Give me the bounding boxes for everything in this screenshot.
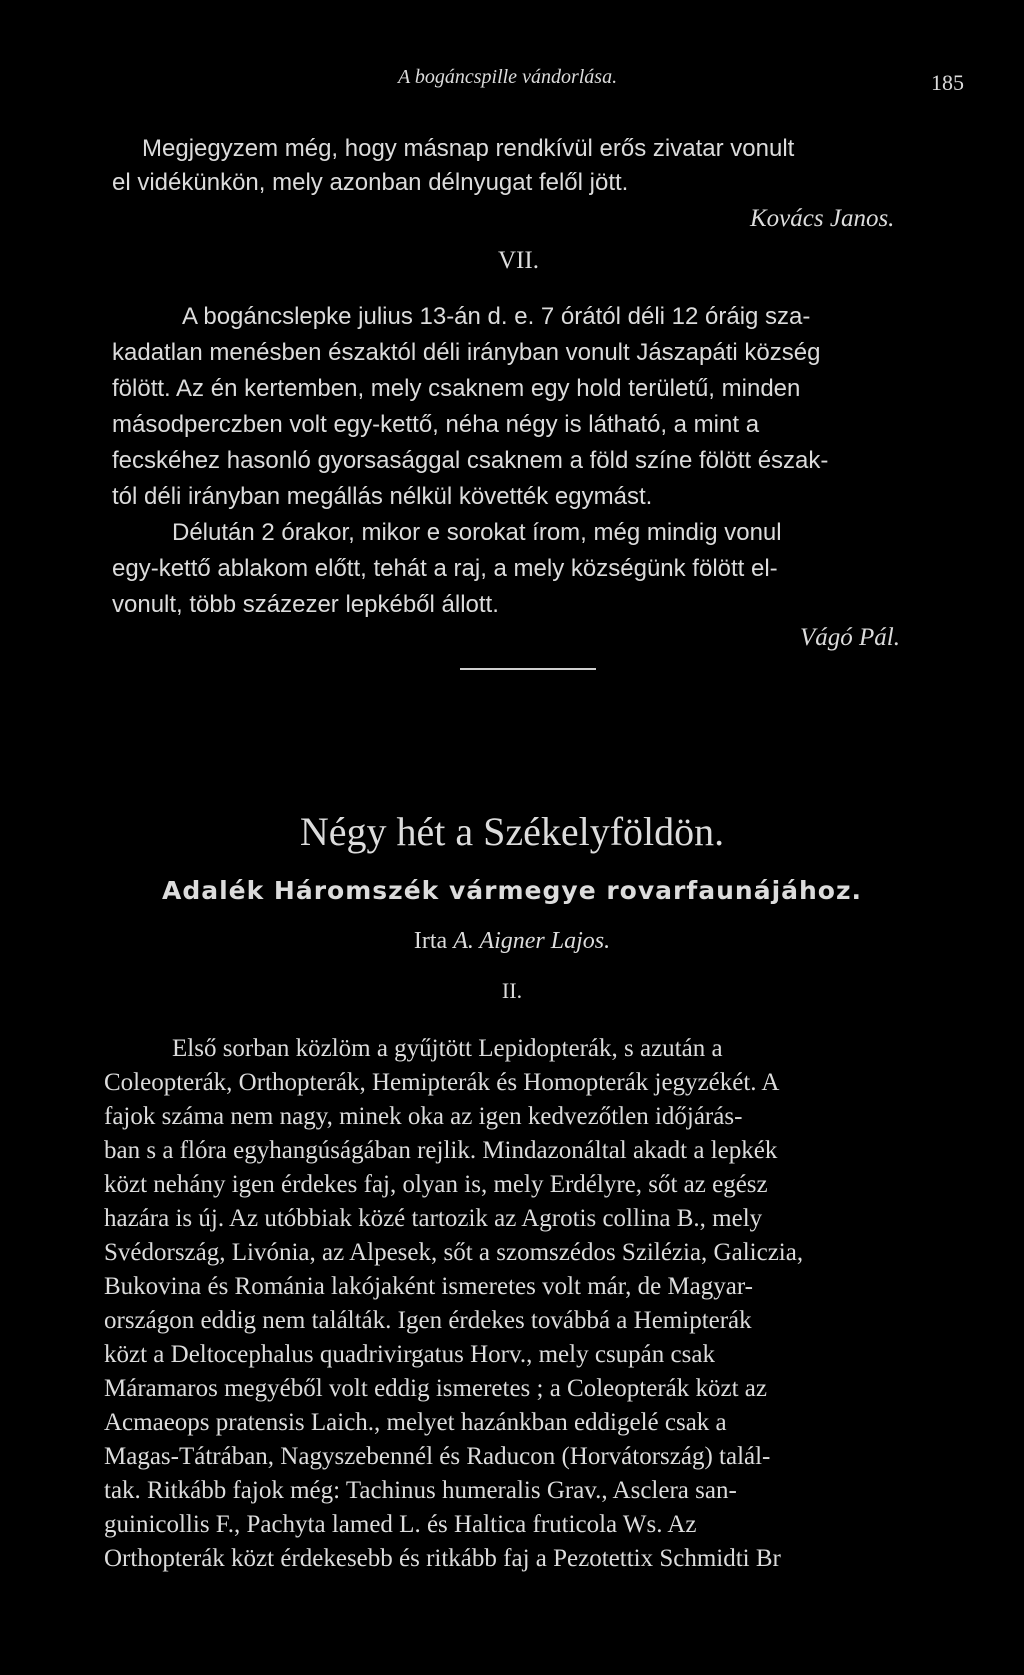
- text-line: közt a Deltocephalus quadrivirgatus Horv., mely csupán csak: [104, 1341, 715, 1368]
- text-line: Magas-Tátrában, Nagyszebennél és Raducon (Horvátország) talál-: [104, 1443, 771, 1470]
- text-line: országon eddig nem találták. Igen érdekes továbbá a Hemipterák: [104, 1307, 752, 1334]
- text-line: ban s a flóra egyhangúságában rejlik. Mindazonáltal akadt a lepkék: [104, 1137, 778, 1164]
- text-line: Bukovina és Románia lakójaként ismeretes volt már, de Magyar-: [104, 1273, 754, 1300]
- text-line: guinicollis F., Pachyta lamed L. és Haltica fruticola Ws. Az: [104, 1511, 697, 1538]
- text-line: tól déli irányban megállás nélkül követték egymást.: [112, 483, 653, 510]
- article-subtitle: Adalék Háromszék vármegye rovarfaunájához.: [161, 876, 863, 905]
- text-line: Coleopterák, Orthopterák, Hemipterák és Homopterák jegyzékét. A: [104, 1069, 780, 1096]
- text-line: Megjegyzem még, hogy másnap rendkívül erős zivatar vonult: [142, 135, 795, 162]
- paragraph-line: [142, 134, 962, 164]
- text-line: Első sorban közlöm a gyűjtött Lepidopterák, s azután a: [172, 1035, 723, 1062]
- byline-prefix: Irta: [413, 928, 448, 954]
- article-title: Négy hét a Székelyföldön.: [299, 809, 725, 854]
- text-line: Délután 2 órakor, mikor e sorokat írom, még mindig vonul: [172, 519, 782, 546]
- text-line: Orthopterák közt érdekesebb és ritkább faj a Pezotettix Schmidti Br: [104, 1545, 781, 1572]
- text-line: vonult, több százezer lepkéből állott.: [112, 591, 499, 618]
- text-line: kadatlan menésben északtól déli irányban vonult Jászapáti község: [112, 339, 821, 366]
- text-line: fölött. Az én kertemben, mely csaknem egy hold területű, minden: [112, 375, 801, 402]
- text-line: egy-kettő ablakom előtt, tehát a raj, a mely községünk fölött el-: [112, 555, 778, 582]
- text-line: másodperczben volt egy-kettő, néha négy is látható, a mint a: [112, 411, 760, 438]
- text-line: fecskéhez hasonló gyorsasággal csaknem a föld színe fölött észak-: [112, 447, 829, 474]
- text-line: Máramaros megyéből volt eddig ismeretes ; a Coleopterák közt az: [104, 1375, 767, 1402]
- section-divider: [460, 668, 596, 670]
- article-byline: [0, 928, 1024, 955]
- text-line: közt nehány igen érdekes faj, olyan is, mely Erdélyre, sőt az egész: [104, 1171, 768, 1198]
- text-line: el vidékünkön, mely azonban délnyugat felől jött.: [112, 169, 629, 196]
- text-line: tak. Ritkább fajok még: Tachinus humeralis Grav., Asclera san-: [104, 1477, 737, 1504]
- text-line: Svédország, Livónia, az Alpesek, sőt a szomszédos Szilézia, Galiczia,: [104, 1239, 804, 1266]
- article-numeral: II.: [501, 978, 523, 1003]
- byline-author: A. Aigner Lajos.: [453, 928, 611, 954]
- text-line: hazára is új. Az utóbbiak közé tartozik az Agrotis collina B., mely: [104, 1205, 763, 1232]
- text-line: fajok száma nem nagy, minek oka az igen kedvezőtlen időjárás-: [104, 1103, 743, 1130]
- running-title: A bogáncspille vándorlása.: [398, 66, 618, 88]
- signature-kovacs: Kovács Janos.: [750, 205, 895, 232]
- text-line: A bogáncslepke julius 13-án d. e. 7 órától déli 12 óráig sza-: [182, 303, 811, 330]
- text-line: Acmaeops pratensis Laich., melyet hazánkban eddigelé csak a: [104, 1409, 727, 1436]
- signature-vago: Vágó Pál.: [800, 624, 900, 651]
- section-numeral: VII.: [498, 247, 539, 274]
- page-number: 185: [931, 70, 964, 95]
